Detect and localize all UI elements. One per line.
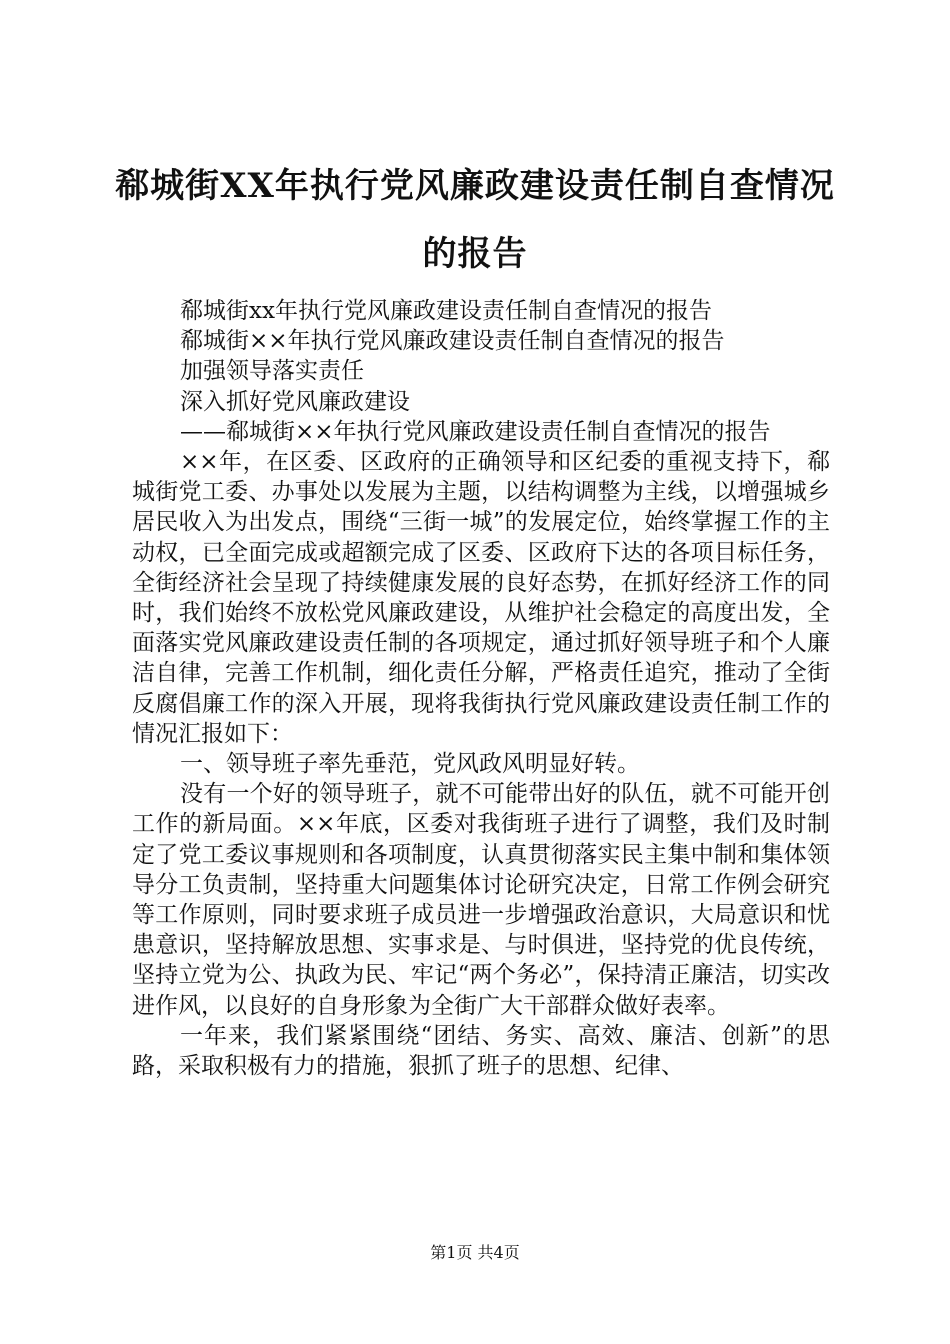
paragraph-heading-3: ——郗城街××年执行党风廉政建设责任制自查情况的报告 [180, 418, 771, 445]
paragraph-intro: ××年，在区委、区政府的正确领导和区纪委的重视支持下，郗城街党工委、办事处以发展为主题，以结构调整为主线，以增强城乡居民收入为出发点，围绕“三街一城”的发展定位，始终掌握工作的主动权，已全面完成或超额完成了区委、区政府下达的各项目标任务，全街经济社会呈现了持续健康发展的良好态势，在抓好经济工作的同时，我们始终不放松党风廉政建设，从维护社会稳定的高度出发，全面落实党风廉政建设责任制的各项规定，通过抓好领导班子和个人廉洁自律，完善工作机制，细化责任分解，严格责任追究，推动了全街反腐倡廉工作的深入开展，现将我街执行党风廉政建设责任制工作的情况汇报如下： [132, 449, 830, 747]
paragraph-section-1-body: 没有一个好的领导班子，就不可能带出好的队伍，就不可能开创工作的新局面。××年底，区委对我街班子进行了调整，我们及时制定了党工委议事规则和各项制度，认真贯彻落实民主集中制和集体领导分工负责制，坚持重大问题集体讨论研究决定，日常工作例会研究等工作原则，同时要求班子成员进一步增强政治意识，大局意识和忧患意识，坚持解放思想、实事求是、与时俱进，坚持党的优良传统，坚持立党为公、执政为民、牢记“两个务必”，保持清正廉洁，切实改进作风，以良好的自身形象为全街广大干部群众做好表率。 [132, 781, 830, 1019]
paragraph-section-1-heading: 一、领导班子率先垂范，党风政风明显好转。 [180, 751, 640, 778]
paragraph-heading-2: 深入抓好党风廉政建设 [180, 388, 410, 415]
paragraph-heading-1: 加强领导落实责任 [180, 358, 364, 385]
document-title: 郗城街XX年执行党风廉政建设责任制自查情况的报告 [115, 166, 835, 274]
paragraph-subtitle-2: 郗城街××年执行党风廉政建设责任制自查情况的报告 [180, 328, 725, 355]
document-body [132, 296, 830, 1081]
paragraph-subtitle-1: 郗城街xx年执行党风廉政建设责任制自查情况的报告 [180, 298, 712, 324]
page-number-footer: 第1页 共4页 [430, 1243, 520, 1262]
paragraph-section-1-continued: 一年来，我们紧紧围绕“团结、务实、高效、廉洁、创新”的思路，采取积极有力的措施，狠抓了班子的思想、纪律、 [132, 1022, 830, 1080]
